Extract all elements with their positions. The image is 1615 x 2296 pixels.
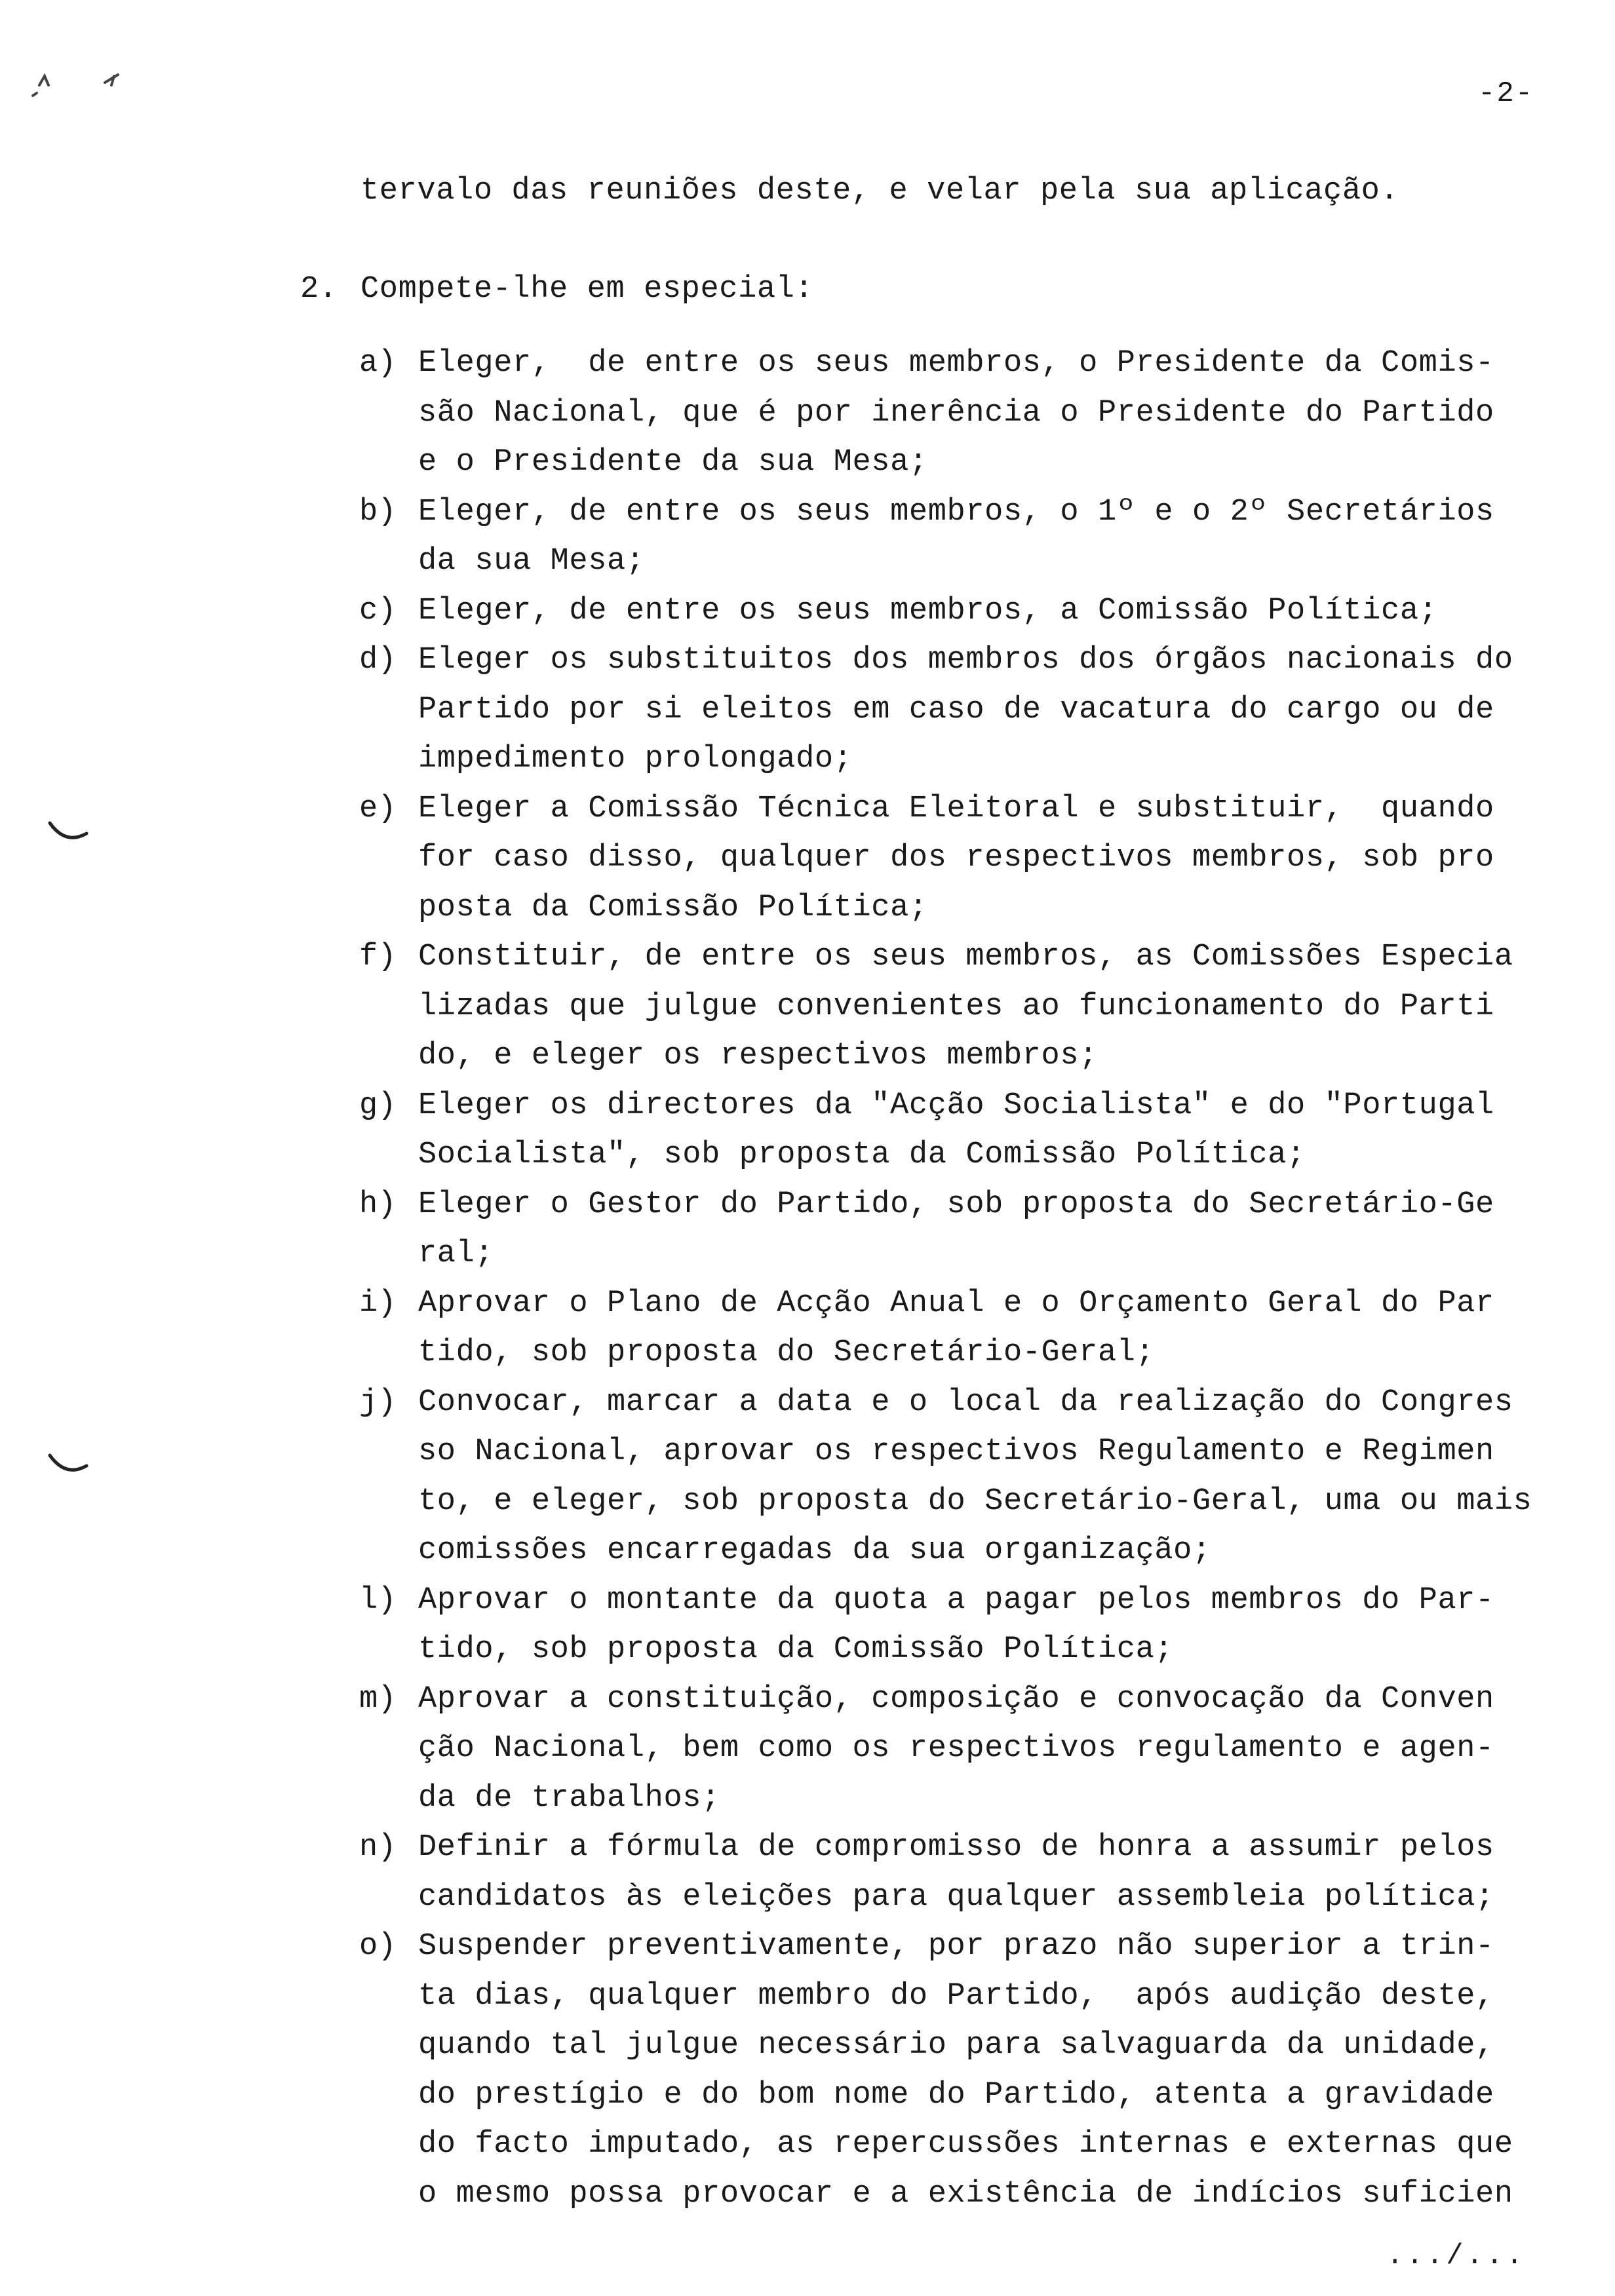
item-letter: f) [359,940,397,974]
continuation-mark: .../... [1386,2240,1526,2272]
item-line: são Nacional, que é por inerência o Presidente do Partido [418,395,1494,430]
item-line: ral; [418,1236,494,1271]
item-line: Socialista", sob proposta da Comissão Política; [418,1138,1306,1172]
item-letter: a) [359,346,397,381]
item-line: Aprovar o Plano de Acção Anual e o Orçamento Geral do Par [418,1286,1494,1321]
item-line: Eleger a Comissão Técnica Eleitoral e substituir, quando [418,791,1494,826]
item-letter: l) [359,1582,397,1618]
item-letter: e) [359,791,397,826]
section-marker: 2. [300,272,338,307]
item-line: impedimento prolongado; [418,742,853,776]
item-line: tido, sob proposta da Comissão Política; [418,1632,1174,1667]
item-line: Aprovar a constituição, composição e convocação da Conven [418,1681,1494,1717]
item-line: Eleger os directores da "Acção Socialista" e do "Portugal [418,1088,1494,1123]
item-line: Eleger os substituitos dos membros dos órgãos nacionais do [418,643,1513,678]
item-line: posta da Comissão Política; [418,890,928,925]
item-letter: j) [359,1385,397,1420]
binder-mark-upper [46,819,98,852]
item-line: Eleger, de entre os seus membros, o Presidente da Comis- [418,346,1494,381]
item-line: Eleger, de entre os seus membros, a Comissão Política; [418,593,1438,628]
item-letter: c) [359,593,397,628]
item-line: candidatos às eleições para qualquer assembleia política; [418,1879,1494,1915]
item-line: Definir a fórmula de compromisso de honra a assumir pelos [418,1830,1494,1865]
scan-mark-top-left [13,66,131,111]
item-letter: n) [359,1830,397,1865]
item-letter: m) [359,1681,397,1717]
item-line: lizadas que julgue convenientes ao funcionamento do Parti [418,989,1494,1024]
item-line: do facto imputado, as repercussões internas e externas que [418,2127,1513,2162]
page-number: -2- [1478,77,1534,110]
item-line: tido, sob proposta do Secretário-Geral; [418,1335,1155,1370]
item-letter: i) [359,1286,397,1321]
section-heading: Compete-lhe em especial: [360,272,814,307]
item-line: Eleger o Gestor do Partido, sob proposta do Secretário-Ge [418,1187,1494,1222]
item-line: da de trabalhos; [418,1780,720,1816]
item-letter: b) [359,494,397,529]
item-line: ta dias, qualquer membro do Partido, após audição deste, [418,1978,1494,2014]
item-line: da sua Mesa; [418,544,645,579]
item-letter: h) [359,1187,397,1222]
item-line: Aprovar o montante da quota a pagar pelos membros do Par- [418,1582,1494,1618]
item-line: Partido por si eleitos em caso de vacatura do cargo ou de [418,692,1494,727]
item-line: quando tal julgue necessário para salvaguarda da unidade, [418,2028,1494,2063]
item-line: do, e eleger os respectivos membros; [418,1039,1098,1073]
item-line: Convocar, marcar a data e o local da realização do Congres [418,1385,1513,1420]
item-line: comissões encarregadas da sua organização; [418,1533,1211,1568]
item-line: e o Presidente da sua Mesa; [418,445,928,480]
item-line: Suspender preventivamente, por prazo não superior a trin- [418,1929,1494,1964]
item-line: do prestígio e do bom nome do Partido, atenta a gravidade [418,2077,1494,2113]
item-letter: o) [359,1929,397,1964]
item-line: so Nacional, aprovar os respectivos Regulamento e Regimen [418,1434,1494,1469]
binder-mark-lower [46,1451,98,1484]
item-letter: d) [359,643,397,678]
item-line: for caso disso, qualquer dos respectivos membros, sob pro [418,841,1494,875]
item-line: Eleger, de entre os seus membros, o 1º e o 2º Secretários [418,494,1494,529]
item-line: o mesmo possa provocar e a existência de indícios suficien [418,2176,1513,2211]
item-line: Constituir, de entre os seus membros, as Comissões Especia [418,940,1513,974]
opening-line: tervalo das reuniões deste, e velar pela sua aplicação. [360,174,1399,208]
item-line: to, e eleger, sob proposta do Secretário-Geral, uma ou mais [418,1483,1532,1519]
item-letter: g) [359,1088,397,1123]
item-line: ção Nacional, bem como os respectivos regulamento e agen- [418,1731,1494,1766]
